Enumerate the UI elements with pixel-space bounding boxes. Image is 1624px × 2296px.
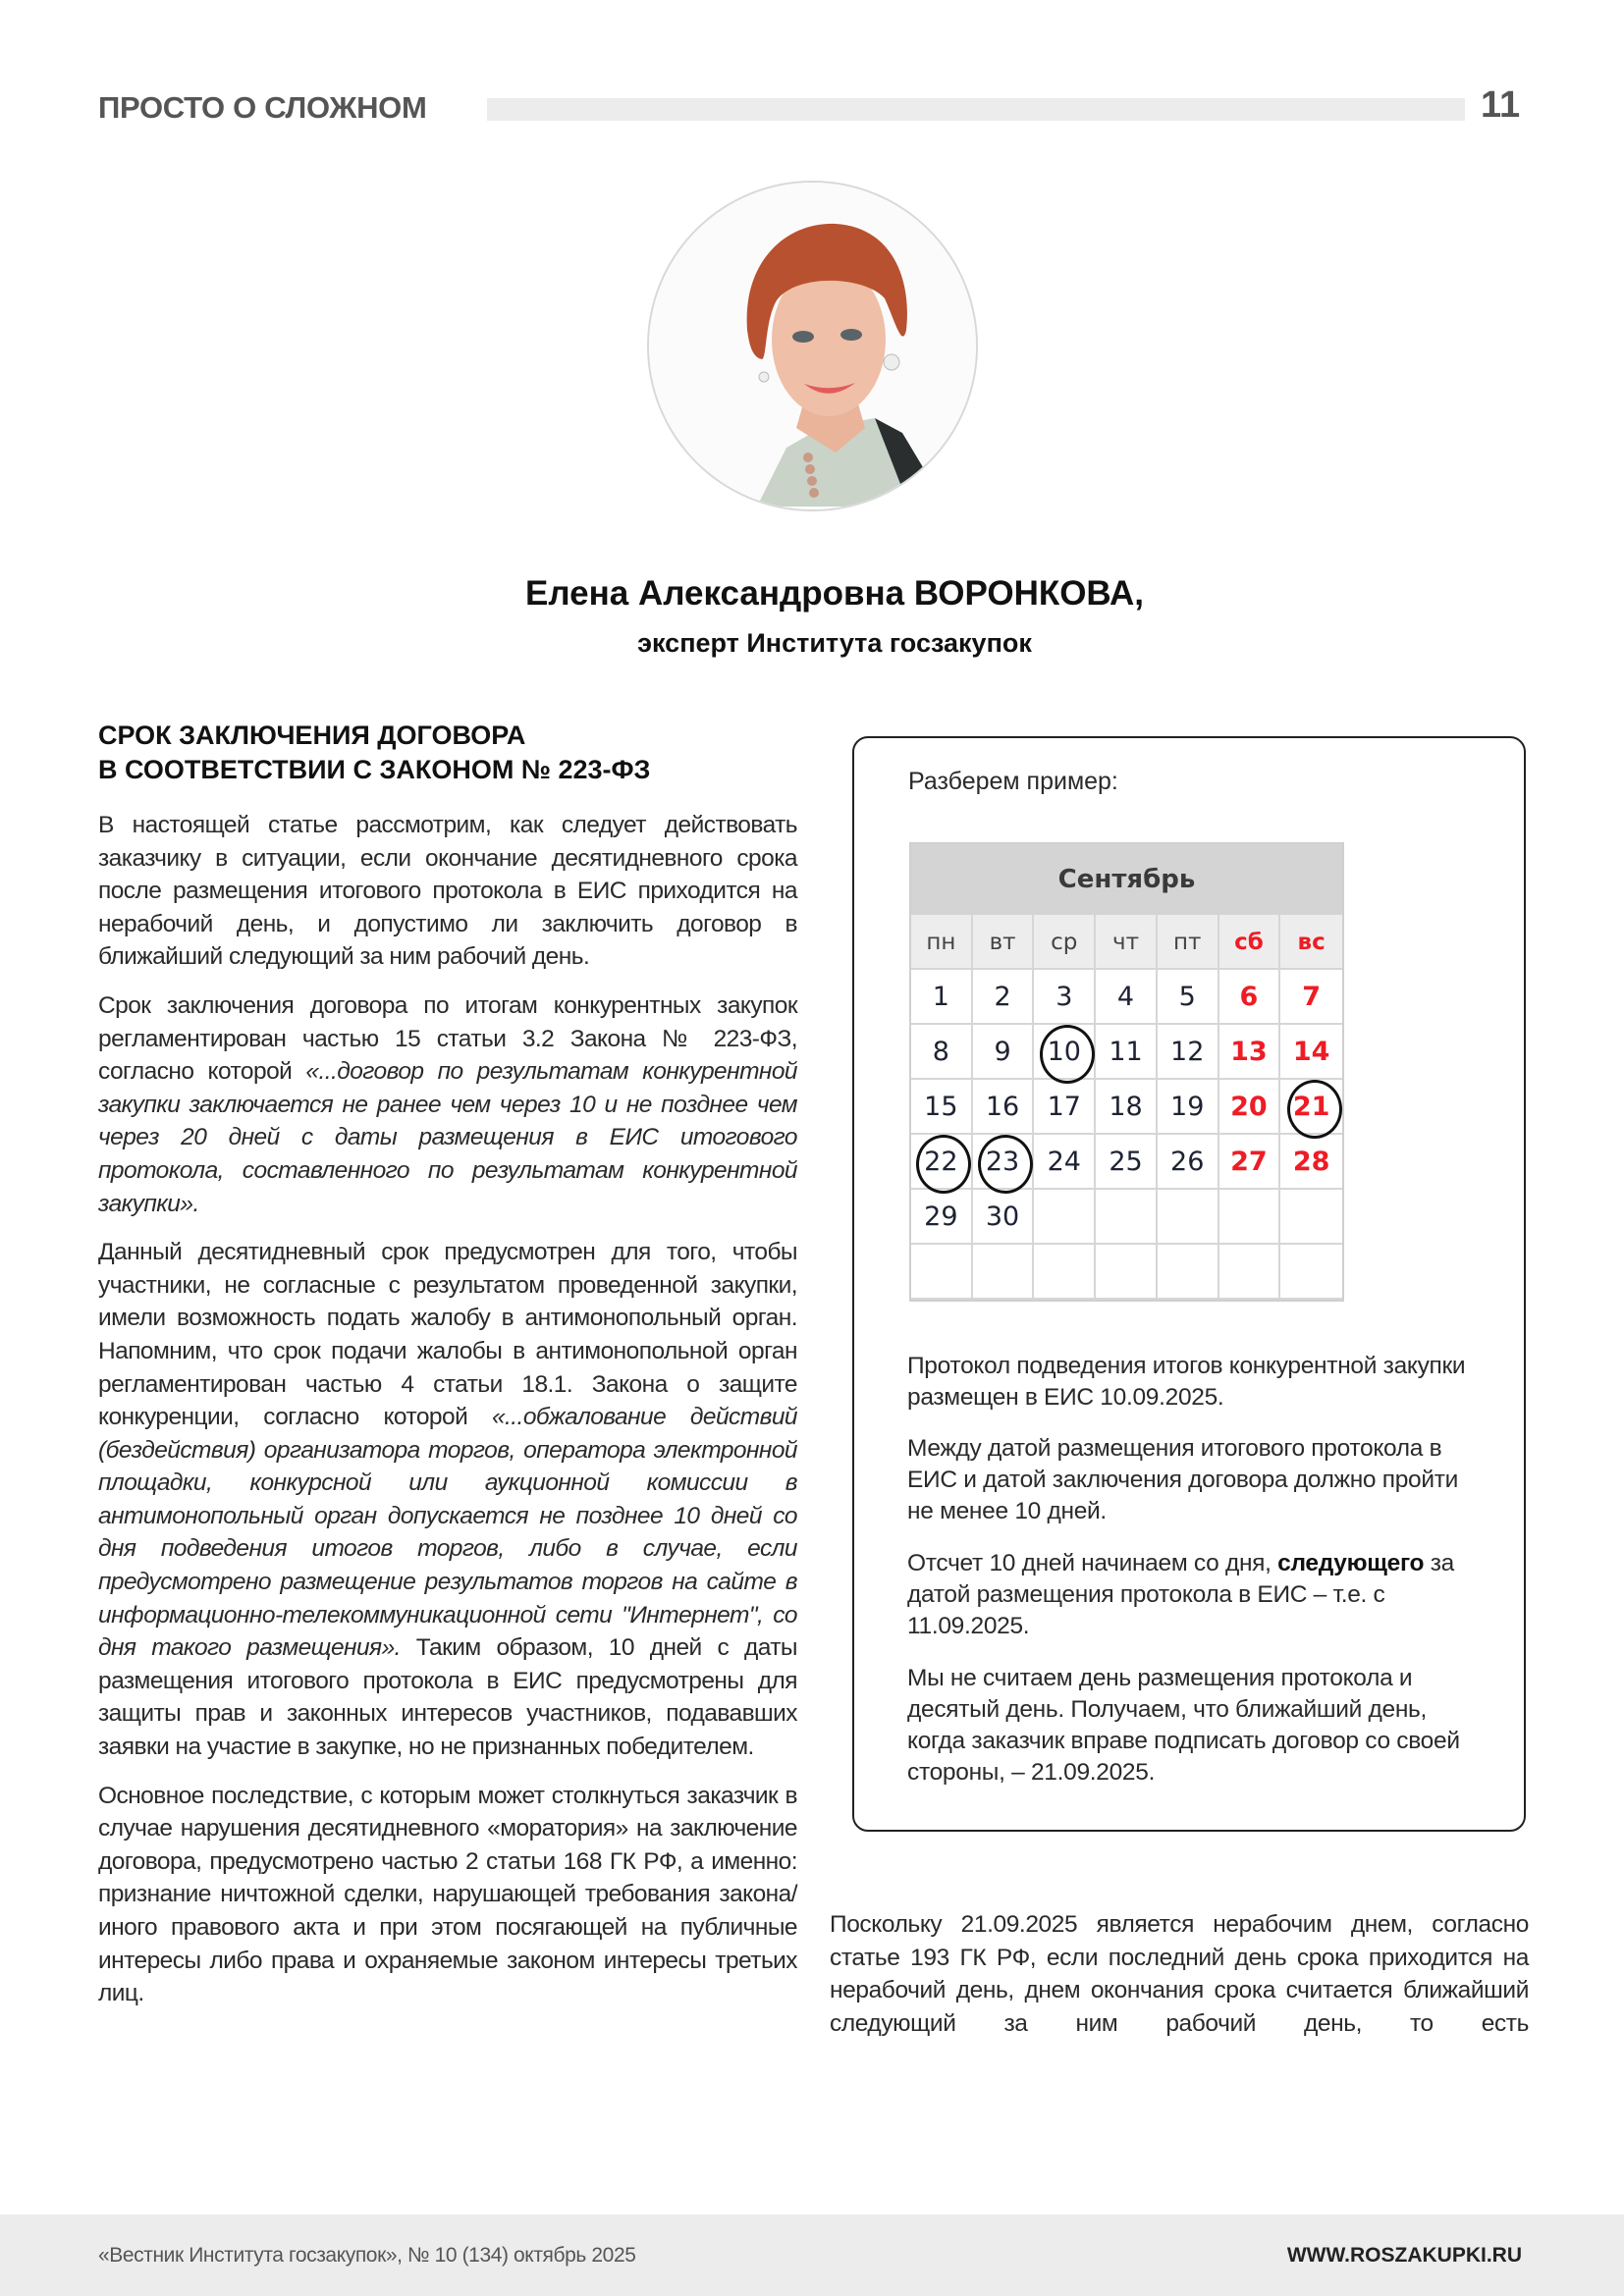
author-name: Елена Александровна ВОРОНКОВА,: [525, 574, 1144, 613]
calendar-day: 15: [911, 1080, 973, 1135]
calendar-day: 6: [1219, 970, 1281, 1025]
website-link[interactable]: WWW.ROSZAKUPKI.RU: [1286, 2244, 1522, 2267]
calendar-weekday: сб: [1219, 915, 1281, 970]
calendar-day: 23: [973, 1135, 1035, 1190]
author-photo: [647, 181, 978, 511]
page-footer: [0, 2215, 1624, 2296]
calendar-day: 14: [1280, 1025, 1342, 1080]
calendar-day: 2: [973, 970, 1035, 1025]
author-role: эксперт Института госзакупок: [637, 628, 1032, 658]
paragraph-appeal-period: Данный десятидневный срок предусмотрен для того, чтобы участники, не согласные с результатом проведенной закупки, имели возможность подать жалобу в антимонопольный орган. Напомним, что срок подачи жалобы в антимонопольной орган регламентирован частью 4 статьи 18.1. Закона о защите конкуренции, согласно которой «...обжалование действий (бездействия) организатора торгов, оператора электронной площадки, конкурсной или аукционной комиссии в антимонопольный орган допускается не позднее 10 дней со дня подведения итогов торгов, либо в случае, если предусмотрено размещение результатов торгов на сайте в информационно-телекоммуникационной сети "Интернет", со дня такого размещения». Таким образом, 10 дней с даты размещения итогового протокола в ЕИС предусмотрены для защиты прав и законных интересов участников, подававших заявки на участие в закупке, но не признанных победителем.: [98, 1239, 797, 1761]
calendar-day: 11: [1096, 1025, 1158, 1080]
example-text-min-period: Между датой размещения итогового протокола в ЕИС и датой заключения договора должно пройти не менее 10 дней.: [907, 1435, 1459, 1524]
calendar-day: 18: [1096, 1080, 1158, 1135]
calendar-empty-cell: [911, 1245, 973, 1300]
calendar-empty-cell: [1219, 1245, 1281, 1300]
calendar-day: 21: [1280, 1080, 1342, 1135]
publication-info: «Вестник Института госзакупок», № 10 (134) октябрь 2025: [98, 2244, 636, 2267]
calendar-day: 29: [911, 1190, 973, 1245]
example-intro: Разберем пример:: [908, 768, 1118, 795]
calendar-day: 9: [973, 1025, 1035, 1080]
calendar-weekday: чт: [1096, 915, 1158, 970]
calendar-empty-cell: [1219, 1190, 1281, 1245]
calendar-day: 4: [1096, 970, 1158, 1025]
calendar-day: 13: [1219, 1025, 1281, 1080]
calendar-day: 22: [911, 1135, 973, 1190]
calendar-empty-cell: [1158, 1190, 1219, 1245]
calendar-day: 27: [1219, 1135, 1281, 1190]
calendar-weekday: пт: [1158, 915, 1219, 970]
calendar-day: 25: [1096, 1135, 1158, 1190]
example-text-result: Мы не считаем день размещения протокола и десятый день. Получаем, что ближайший день, когда заказчик вправе подписать договор со своей стороны, – 21.09.2025.: [907, 1665, 1460, 1786]
calendar-month: Сентябрь: [911, 844, 1342, 915]
example-text-protocol-date: Протокол подведения итогов конкурентной закупки размещен в ЕИС 10.09.2025.: [907, 1353, 1466, 1411]
calendar-weekday: вт: [973, 915, 1035, 970]
calendar-day: 16: [973, 1080, 1035, 1135]
calendar: [909, 842, 1344, 1302]
calendar-day: 8: [911, 1025, 973, 1080]
calendar-empty-cell: [973, 1245, 1035, 1300]
calendar-empty-cell: [1096, 1245, 1158, 1300]
article-title: СРОК ЗАКЛЮЧЕНИЯ ДОГОВОРА В СООТВЕТСТВИИ С ЗАКОНОМ № 223-ФЗ: [98, 721, 651, 784]
article-left-column: [98, 719, 797, 2026]
example-box: [852, 736, 1526, 1832]
example-text-count-start: Отсчет 10 дней начинаем со дня, следующего за датой размещения протокола в ЕИС – т.е. с 11.09.2025.: [907, 1550, 1454, 1639]
portrait-illustration-icon: [649, 183, 978, 511]
calendar-weekday: пн: [911, 915, 973, 970]
calendar-day: 1: [911, 970, 973, 1025]
calendar-weekday: ср: [1034, 915, 1096, 970]
calendar-day: 26: [1158, 1135, 1219, 1190]
calendar-empty-cell: [1096, 1190, 1158, 1245]
calendar-day: 30: [973, 1190, 1035, 1245]
calendar-day: 12: [1158, 1025, 1219, 1080]
calendar-day: 19: [1158, 1080, 1219, 1135]
paragraph-law-223: Срок заключения договора по итогам конкурентных закупок регламентирован частью 15 статьи 3.2 Закона № 223-ФЗ, согласно которой «...договор по результатам конкурентной закупки заключается не ранее чем через 10 и не позднее чем через 20 дней с даты размещения в ЕИС итогового протокола, составленного по результатам конкурентной закупки».: [98, 991, 798, 1217]
paragraph-continuation: Поскольку 21.09.2025 является нерабочим днем, согласно статье 193 ГК РФ, если последний день срока приходится на нерабочий день, днем окончания срока считается ближайший следующий за ним рабочий день, то есть: [830, 1911, 1529, 2037]
calendar-day: 28: [1280, 1135, 1342, 1190]
calendar-day: 3: [1034, 970, 1096, 1025]
calendar-weekday: вс: [1280, 915, 1342, 970]
calendar-empty-cell: [1280, 1190, 1342, 1245]
calendar-day: 20: [1219, 1080, 1281, 1135]
paragraph-intro: В настоящей статье рассмотрим, как следует действовать заказчику в ситуации, если окончание десятидневного срока после размещения итогового протокола в ЕИС приходится на нерабочий день, и допустимо ли заключить договор в ближайший следующий за ним рабочий день.: [98, 812, 797, 971]
header-divider-bar: [487, 98, 1465, 121]
page-number: 11: [1481, 84, 1521, 126]
calendar-day: 5: [1158, 970, 1219, 1025]
calendar-empty-cell: [1034, 1245, 1096, 1300]
calendar-day: 10: [1034, 1025, 1096, 1080]
calendar-day: 17: [1034, 1080, 1096, 1135]
calendar-empty-cell: [1034, 1190, 1096, 1245]
section-title: ПРОСТО О СЛОЖНОМ: [98, 90, 427, 125]
paragraph-consequence: Основное последствие, с которым может столкнуться заказчик в случае нарушения десятидневного «моратория» на заключение договора, предусмотрено частью 2 статьи 168 ГК РФ, а именно: признание ничтожной сделки, нарушающей требования закона/иного правового акта и при этом посягающей на публичные интересы либо права и охраняемые законом интересы третьих лиц.: [98, 1782, 797, 2007]
calendar-day: 24: [1034, 1135, 1096, 1190]
calendar-grid: [911, 915, 1342, 1300]
calendar-empty-cell: [1158, 1245, 1219, 1300]
calendar-empty-cell: [1280, 1245, 1342, 1300]
calendar-day: 7: [1280, 970, 1342, 1025]
